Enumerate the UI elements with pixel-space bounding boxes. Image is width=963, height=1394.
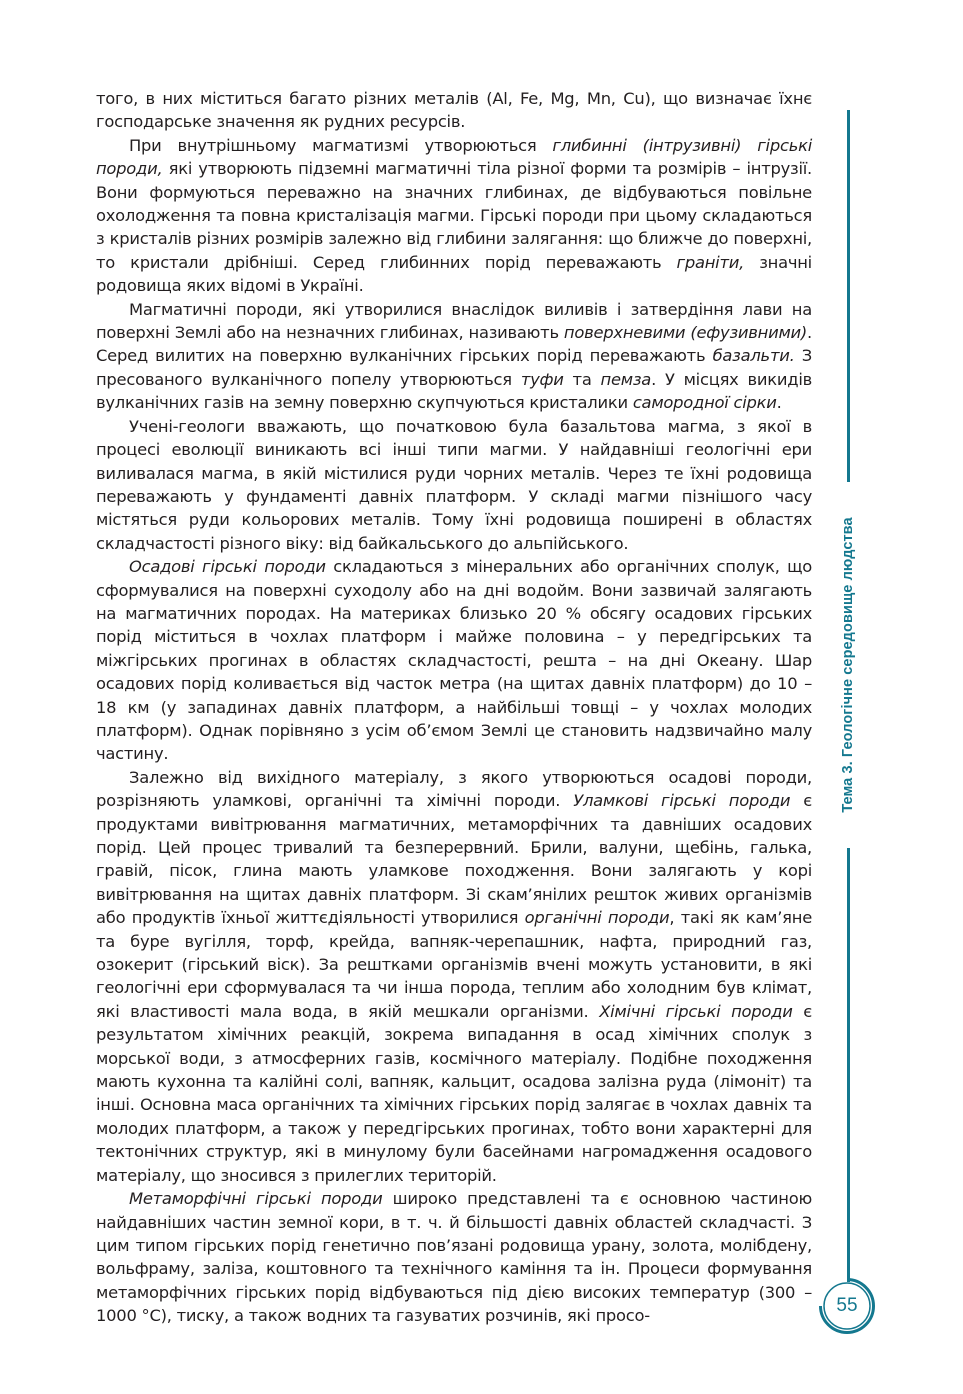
italic-term: Уламкові гірські породи xyxy=(573,791,791,811)
text-run: Залежно від вихідного матеріалу, з якого утворюються осадові породи, розрізняють уламкові, органічні та хімічні породи. xyxy=(96,767,812,811)
paragraph xyxy=(96,298,812,415)
italic-term: поверхневими (ефузивними) xyxy=(563,323,808,343)
text-run: є результатом хімічних реакцій, зокрема випадання в осад хімічних сполук з морської води, з атмосферних газів, космічного матеріалу. Подібне походження мають кухонна та калійні солі, вапняк, кальцит, осадова залізна руда (лімоніт) та інші. Основна маса органічних та хімічних гірських порід залягає в чохлах давніх та молодих платформ, а також у передгірських прогинах, тобто вони характерні для тектонічних структур, які в минулому були басейнами нагромадження осадового матеріалу, що зносився з прилеглих територій. xyxy=(96,1001,812,1185)
paragraph xyxy=(96,87,812,134)
paragraph xyxy=(96,134,812,298)
text-run: . У місцях викидів вулканічних газів на земну поверхню скупчуються кристалики xyxy=(96,369,812,413)
italic-term: органічні породи xyxy=(524,908,670,928)
italic-term: базальти. xyxy=(712,346,795,366)
text-run: . xyxy=(776,393,782,413)
text-run: складаються з мінеральних або органічних сполук, що сформувалися на поверхні суходолу або на дні водойм. Вони зазвичай залягають на магматичних породах. На материках близько 20 % обсягу осадових гірських порід міститься в чохлах платформ і майже половина – у передгірських та міжгірських прогинах в областях складчастості, решта – на дні Океану. Шар осадових порід коливається від часток метра (на щитах давніх платформ) до 10 – 18 км (у западинах давніх платформ, а найбільші товщі – у чохлах молодих платформ). Однак порівняно з усім об’ємом Землі це становить надзвичайно малу частину. xyxy=(96,557,812,764)
paragraph xyxy=(96,766,812,1187)
text-run: . Серед вилитих на поверхню вулканічних гірських порід переважають xyxy=(96,323,812,366)
text-run: того, в них міститься багато різних металів (Al, Fe, Mg, Mn, Cu), що визначає їхнє господарське значення як рудних ресурсів. xyxy=(96,89,812,132)
italic-term: самородної сірки xyxy=(632,393,777,413)
italic-term: туфи xyxy=(520,369,564,389)
paragraph xyxy=(96,555,812,766)
text-run: значні родовища яких відомі в Україні. xyxy=(96,252,812,296)
page-number: 55 xyxy=(836,1295,858,1316)
italic-term: Осадові гірські породи xyxy=(129,557,326,577)
side-rule-top xyxy=(847,110,850,482)
text-run: , такі як кам’яне та буре вугілля, торф, крейда, вапняк-черепашник, нафта, природний газ, озокерит (гірський віск). За рештками організмів вчені можуть установити, в які геологічні ери сформувалася та чи інша порода, теплим або холодним був клімат, які властивості мала вода, в якій мешкали організми. xyxy=(96,908,812,1021)
chapter-title: Тема 3. Геологічне середовище людства xyxy=(840,517,856,813)
text-run: Магматичні породи, які утворилися внаслідок виливів і затвердіння лави на поверхні Землі або на незначних глибинах, називають xyxy=(96,299,812,343)
italic-term: пемза xyxy=(600,369,652,389)
text-run: З пресованого вулканічного попелу утворюються xyxy=(96,346,812,389)
paragraph xyxy=(96,415,812,555)
italic-term: Метаморфічні гірські породи xyxy=(129,1189,383,1209)
text-run: та xyxy=(563,369,601,389)
text-run: При внутрішньому магматизмі утворюються xyxy=(129,135,553,155)
side-rule-bottom xyxy=(847,848,850,1282)
italic-term: глибинні (інтрузивні) гірські породи, xyxy=(96,135,812,179)
body-text xyxy=(96,87,812,1328)
text-run: широко представлені та є основною частиною найдавніших частин земної кори, в т. ч. й більшості давніх областей складчасті. З цим типом гірських порід генетично пов’язані родовища урану, золота, молібдену, вольфраму, заліза, коштовного та технічного каміння та ін. Процеси формування метаморфічних гірських порід відбуваються під дією високих температур (300 – 1000 °С), тиску, а також водних та газуватих розчинів, які просо- xyxy=(96,1189,812,1326)
text-run: які утворюють підземні магматичні тіла різної форми та розмірів – інтрузії. Вони формуються переважно на значних глибинах, де відбуваються повільне охолодження та повна кристалізація магми. Гірські породи при цьому складаються з кристалів різних розмірів залежно від глибини залягання: що ближче до поверхні, то кристали дрібніші. Серед глибинних порід переважають xyxy=(96,159,812,272)
text-run: Учені-геологи вважають, що початковою була базальтова магма, з якої в процесі еволюції виникають всі інші типи магми. У найдавніші геологічні ери виливалася магма, в якій містилися руди чорних металів. Через те їхні родовища переважають у фундаменті давніх платформ. У складі магми пізнішого часу містяться руди кольорових металів. Тому їхні родовища поширені в областях складчастості різного віку: від байкальського до альпійського. xyxy=(96,416,812,553)
italic-term: граніти, xyxy=(676,252,745,272)
text-run: є продуктами вивітрювання магматичних, метаморфічних та давніших осадових порід. Цей процес тривалий та безперервний. Брили, валуни, щебінь, галька, гравій, пісок, глина мають уламкове походження. Вони залягають у корі вивітрювання на щитах давніх платформ. Зі скам’янілих решток живих організмів або продуктів їхньої життєдіяльності утворилися xyxy=(96,791,813,928)
paragraph xyxy=(96,1187,812,1327)
italic-term: Хімічні гірські породи xyxy=(599,1001,793,1021)
page-number-badge xyxy=(819,1278,875,1334)
